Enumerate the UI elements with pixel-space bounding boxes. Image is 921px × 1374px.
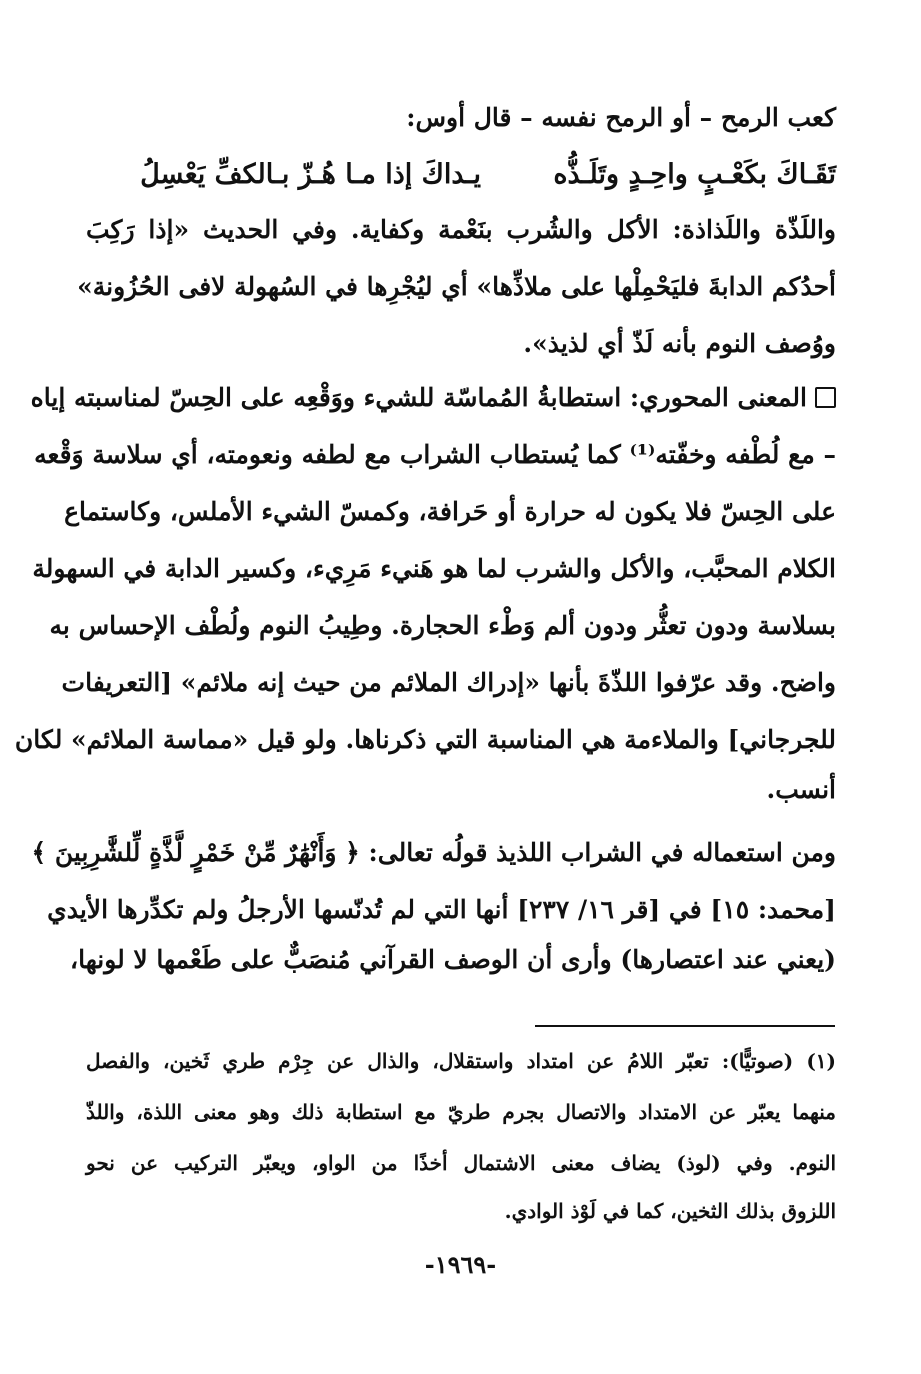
paragraph-line: ووُصف النوم بأنه لَذّ أي لذيذ». xyxy=(523,329,836,358)
intro-line: كعب الرمح – أو الرمح نفسه – قال أوس: xyxy=(406,103,836,132)
verse-first-hemistich: تَقَـاكَ بكَعْـبٍ واحِـدٍ وتَلَـذُّه xyxy=(553,159,836,190)
paragraph-line: بسلاسة ودون تعثُّر ودون ألم وَطْء الحجارة. وطِيبُ النوم ولُطْف الإحساس به xyxy=(49,611,836,640)
footnote-line: النوم. وفي (لوذ) يضاف معنى الاشتمال أخذًا من الواو، ويعبّر التركيب عن نحو xyxy=(86,1151,836,1175)
section-marker-icon xyxy=(815,387,836,408)
footnote-divider xyxy=(535,1025,835,1027)
footnote-line: اللزوق بذلك الثخين، كما في لَوْذ الوادي. xyxy=(504,1199,836,1223)
page-number: -١٩٦٩- xyxy=(424,1250,497,1279)
footnote-line: منهما يعبّر عن الامتداد والاتصال بجرم طريّ مع استطابة ذلك وهو معنى اللذة، واللذّ xyxy=(86,1100,836,1124)
paragraph-line: واضح. وقد عرّفوا اللذّةَ بأنها «إدراك الملائم من حيث إنه ملائم» [التعريفات xyxy=(61,668,836,697)
paragraph-line: الكلام المحبَّب، والأكل والشرب لما هو هَنيء مَرِيء، وكسير الدابة في السهولة xyxy=(32,554,836,583)
paragraph-line: للجرجاني] والملاءمة هي المناسبة التي ذكرناها. ولو قيل «مماسة الملائم» لكان xyxy=(14,725,836,754)
paragraph-line: ومن استعماله في الشراب اللذيذ قولُه تعالى: ﴿ وَأَنْهَٰرٌ مِّنْ خَمْرٍ لَّذَّةٍ لِّلشَّٰرِبِينَ ﴾ xyxy=(31,838,836,867)
paragraph-line: – مع لُطْفه وخفّته⁽¹⁾ كما يُستطاب الشراب مع لطفه ونعومته، أي سلاسة وَقْعه xyxy=(34,440,836,469)
footnote-line: (١) (صوتيًّا): تعبّر اللامُ عن امتداد واستقلال، والذال عن جِرْم طري ثَخين، والفصل xyxy=(86,1049,836,1073)
paragraph-line: أنسب. xyxy=(766,775,836,804)
verse-second-hemistich: يـداكَ إذا مـا هُـزّ بـالكفِّ يَعْسِلُ xyxy=(140,159,481,190)
paragraph-line: واللَذّة واللَذاذة: الأكل والشُرب بنَعْمة وكفاية. وفي الحديث «إذا رَكِبَ xyxy=(86,215,836,244)
paragraph-line: (يعني عند اعتصارها) وأرى أن الوصف القرآني مُنصَبٌّ على طَعْمها لا لونها، xyxy=(70,945,836,974)
paragraph-line: أحدُكم الدابةَ فليَحْمِلْها على ملاذِّها» أي ليُجْرِها في السُهولة لافى الحُزُونة» xyxy=(77,272,836,301)
paragraph-line: على الحِسّ فلا يكون له حرارة أو حَرافة، وكمسّ الشيء الأملس، وكاستماع xyxy=(64,497,836,526)
axial-meaning-text: المعنى المحوري: استطابةُ المُماسّة للشيء ووَقْعِه على الحِسّ لمناسبته إياه xyxy=(30,383,807,412)
paragraph-line xyxy=(30,378,836,418)
paragraph-line: [محمد: ١٥] في [قر ١٦/ ٢٣٧] أنها التي لم تُدنّسها الأرجلُ ولم تكدِّرها الأيدي xyxy=(47,895,836,924)
